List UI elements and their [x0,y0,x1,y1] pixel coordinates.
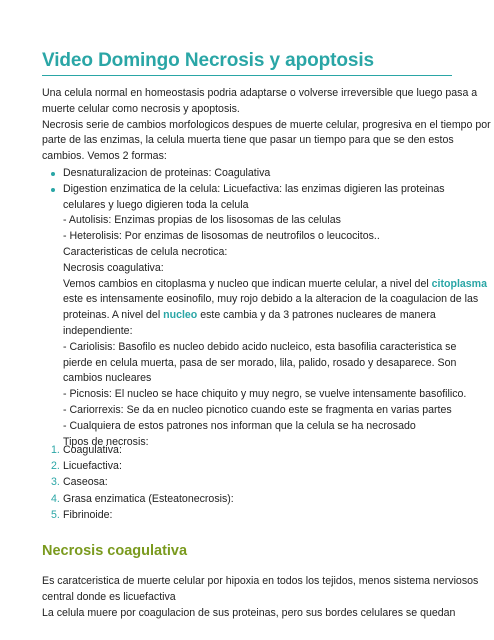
bullet-line: - Autolisis: Enzimas propias de los lisosomas de las celulas [63,214,341,227]
list-number: 2. [51,460,60,473]
bullet-line: cambios nucleares [63,372,152,385]
list-item [42,474,422,490]
section-line: central donde es licuefactiva [42,590,176,603]
list-item-label: Fibrinoide: [63,508,113,521]
bullet-text: Desnaturalizacion de proteinas: Coagulativa [63,167,271,179]
bullet-item-licuefactiva [42,182,487,451]
intro-paragraph [42,86,491,165]
highlight-nucleo: nucleo [163,309,198,322]
section-line: Es caratceristica de muerte celular por hipoxia en todos los tejidos, menos sistema nerviosos [42,575,479,587]
title-underline [42,75,452,76]
intro-line: muerte celular como necrosis y apoptosis. [42,102,240,115]
bullet-line-text: proteinas. A nivel del [63,309,164,322]
bullet-line: - Cualquiera de estos patrones nos informan que la celula se ha necrosado [63,419,416,432]
bullet-line: Digestion enzimatica de la celula: Licuefactiva: las enzimas digieren las proteinas [63,182,445,195]
highlight-citoplasma: citoplasma [431,277,487,290]
bullet-dot-icon [51,172,55,176]
section-heading: Necrosis coagulativa [42,543,188,559]
list-item-label: Coagulativa: [63,444,122,456]
bullet-line: independiente: [63,324,133,337]
necrosis-types-list [42,442,422,523]
section-paragraph [42,574,479,621]
list-item [42,458,422,474]
bullet-line-text: Vemos cambios en citoplasma y nucleo que indican muerte celular, a nivel del [63,277,432,290]
list-item-label: Caseosa: [63,476,108,489]
bullet-line: - Picnosis: El nucleo se hace chiquito y muy negro, se vuelve intensamente basofilico. [63,388,467,401]
bullet-line: Necrosis coagulativa: [63,261,164,274]
bullet-line: pierde en celula muerta, pasa de ser morado, lila, palido, rosado y desaparece. Son [63,356,457,369]
list-item [42,491,422,507]
list-number: 5. [51,508,60,521]
page-title: Video Domingo Necrosis y apoptosis [42,50,374,71]
list-item [42,507,422,523]
bullet-line: Tipos de necrosis: [63,435,149,448]
bullet-item-coagulativa [42,166,462,182]
bullet-line: Caracteristicas de celula necrotica: [63,245,228,258]
bullet-line: este es intensamente eosinofilo, muy rojo debido a la alteracion de la coagulacion de las [63,293,479,306]
list-item-label: Grasa enzimatica (Esteatonecrosis): [63,492,234,505]
bullet-line: - Cariorrexis: Se da en nucleo picnotico cuando este se fragmenta en varias partes [63,403,452,416]
list-item-label: Licuefactiva: [63,460,122,473]
bullet-line [63,308,462,324]
intro-line: parte de las enzimas, la celula muerta tiene que pasar un tiempo para que se den estos [42,134,454,147]
list-item [42,442,422,458]
list-number: 1. [51,444,60,456]
bullet-dot-icon [51,188,55,192]
bullet-list [42,166,487,450]
intro-line: Una celula normal en homeostasis podria adaptarse o volverse irreversible que luego pasa a [42,87,478,99]
list-number: 3. [51,476,60,489]
bullet-line: - Heterolisis: Por enzimas de lisosomas de neutrofilos o leucocitos.. [63,230,380,243]
bullet-line: - Cariolisis: Basofilo es nucleo debido acido nucleico, esta basofilia caracteristica se [63,340,457,353]
intro-line: cambios. Vemos 2 formas: [42,150,167,163]
list-number: 4. [51,492,60,505]
bullet-line [63,277,487,293]
section-line: La celula muere por coagulacion de sus proteinas, pero sus bordes celulares se quedan [42,606,456,619]
intro-line: Necrosis serie de cambios morfologicos despues de muerte celular, progresiva en el tiempo por [42,118,491,131]
bullet-line-text: este cambia y da 3 patrones nucleares de manera [197,309,436,322]
bullet-line: celulares y luego digieren toda la celula [63,198,249,211]
